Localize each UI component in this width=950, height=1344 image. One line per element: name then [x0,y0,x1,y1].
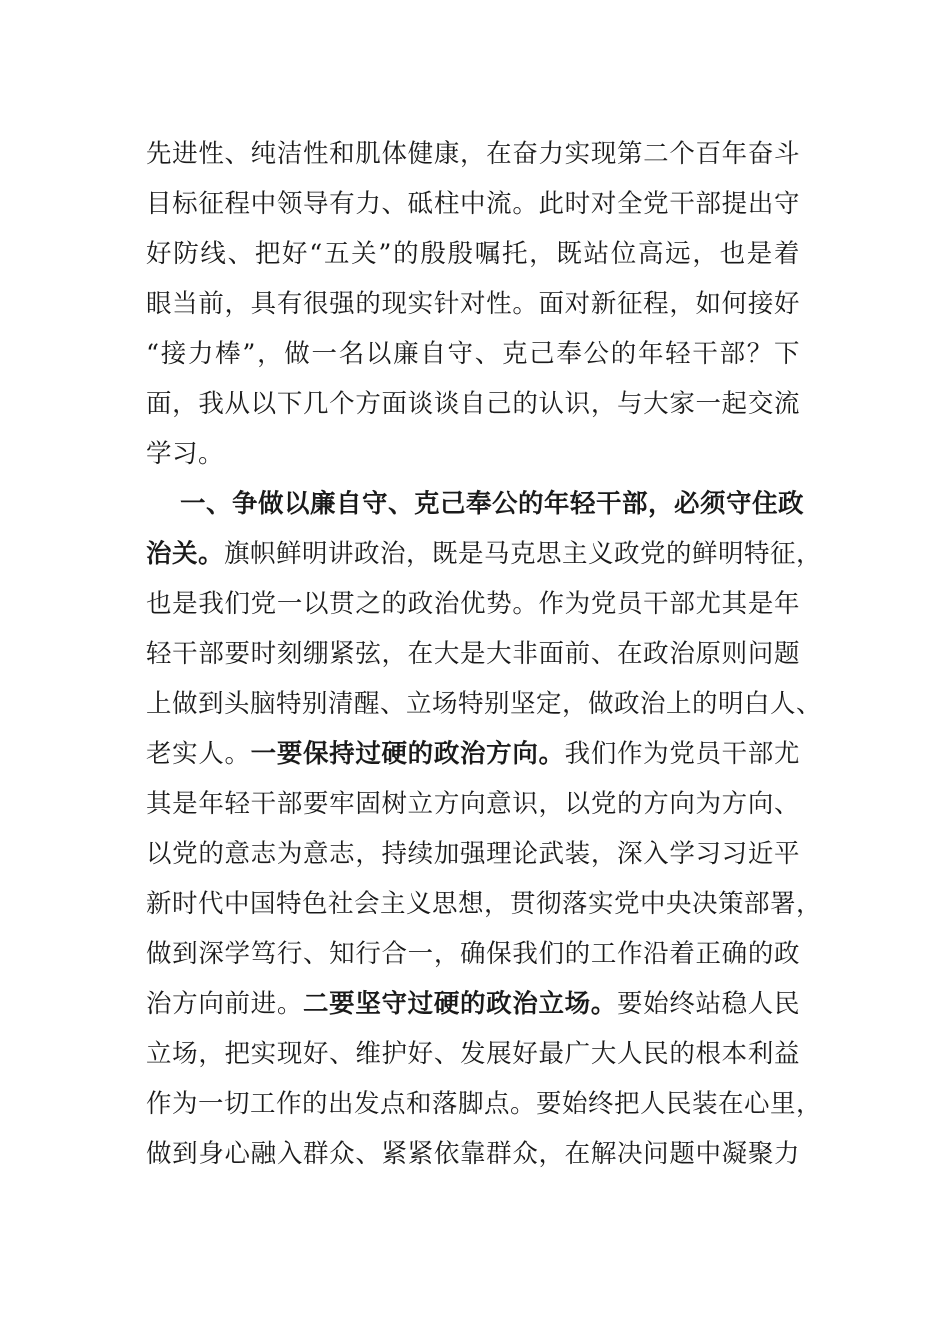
text-run: 治方向前进。 [146,989,303,1019]
text-line: 新时代中国特色社会主义思想，贯彻落实党中央决策部署， [146,889,823,919]
text-line: 以党的意志为意志，持续加强理论武装，深入学习习近平 [146,839,800,869]
text-line [146,979,800,1029]
text-line: 其是年轻干部要牢固树立方向意识，以党的方向为方向、 [146,789,800,819]
text-line: 轻干部要时刻绷紧弦，在大是大非面前、在政治原则问题 [146,639,800,669]
body-text [146,129,823,1179]
text-line [146,529,823,579]
subpoint-heading: 一要保持过硬的政治方向。 [250,739,565,769]
text-line: 学习。 [146,439,225,469]
text-line: 做到深学笃行、知行合一，确保我们的工作沿着正确的政 [146,939,800,969]
text-line: 上做到头脑特别清醒、立场特别坚定，做政治上的明白人、 [146,689,823,719]
text-line: 也是我们党一以贯之的政治优势。作为党员干部尤其是年 [146,589,800,619]
text-line [146,729,800,779]
text-line: 眼当前，具有很强的现实针对性。面对新征程，如何接好 [146,289,800,319]
text-line: 立场，把实现好、维护好、发展好最广大人民的根本利益 [146,1039,800,1069]
text-line: “接力棒”，做一名以廉自守、克己奉公的年轻干部？下 [146,339,800,369]
section-heading-line [146,479,805,529]
text-line: 面，我从以下几个方面谈谈自己的认识，与大家一起交流 [146,389,800,419]
text-line: 先进性、纯洁性和肌体健康，在奋力实现第二个百年奋斗 [146,139,800,169]
text-line: 做到身心融入群众、紧紧依靠群众，在解决问题中凝聚力 [146,1139,800,1169]
section-heading-end: 治关。 [146,539,225,569]
section-heading: 一、争做以廉自守、克己奉公的年轻干部，必须守住政 [180,489,805,519]
text-run: 旗帜鲜明讲政治，既是马克思主义政党的鲜明特征， [224,539,823,569]
text-line: 好防线、把好“五关”的殷殷嘱托，既站位高远，也是着 [146,239,800,269]
text-run: 要始终站稳人民 [616,989,800,1019]
subpoint-heading: 二要坚守过硬的政治立场。 [303,989,617,1019]
text-line: 目标征程中领导有力、砥柱中流。此时对全党干部提出守 [146,189,800,219]
text-run: 我们作为党员干部尤 [564,739,800,769]
text-run: 老实人。 [146,739,251,769]
text-line: 作为一切工作的出发点和落脚点。要始终把人民装在心里， [146,1089,823,1119]
